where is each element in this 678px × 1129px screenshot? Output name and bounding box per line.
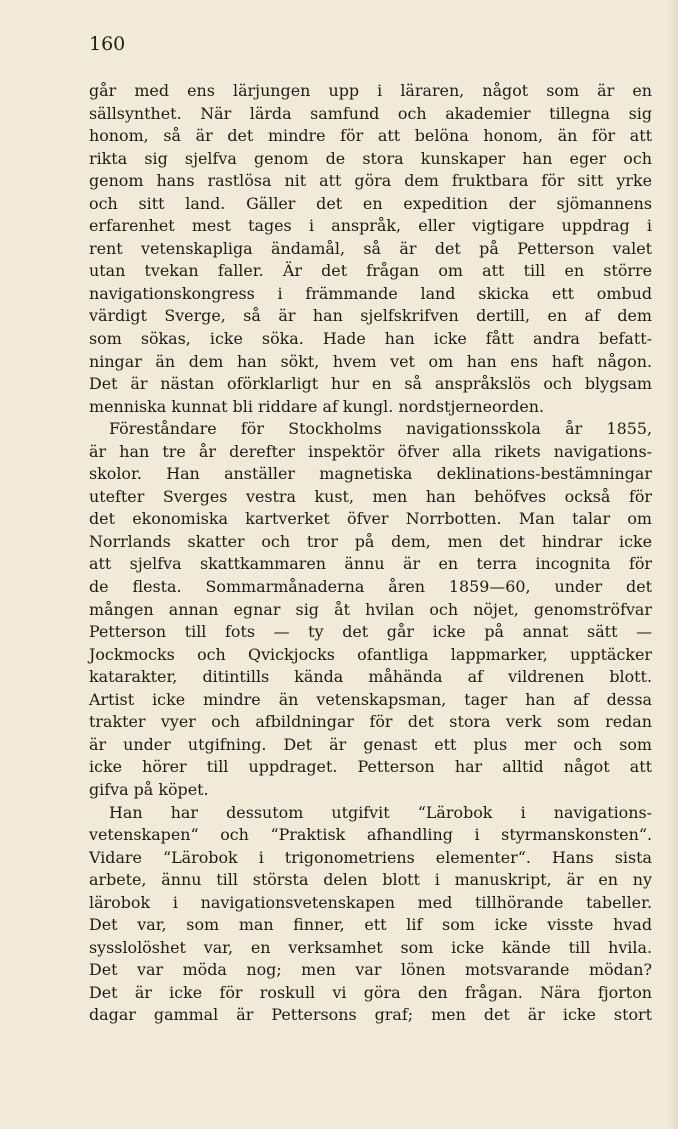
text-line: Artist icke mindre än vetenskapsman, tager han af dessa	[89, 689, 652, 709]
text-line: det ekonomiska kartverket öfver Norrbotten. Man talar om	[89, 509, 652, 529]
text-line: går med ens lärjungen upp i läraren, något som är en	[89, 81, 652, 100]
text-line: menniska kunnat bli riddare af kungl. nordstjerneorden.	[89, 396, 545, 416]
text-line: trakter vyer och afbildningar för det stora verk som redan	[89, 712, 652, 732]
text-line: är under utgifning. Det är genast ett plus mer och som	[89, 734, 652, 754]
text-line: Det är nästan oförklarligt hur en så anspråkslös och blygsam	[89, 374, 652, 394]
text-line: rent vetenskapliga ändamål, så är det på Petterson valet	[89, 238, 652, 258]
text-line: och sitt land. Gäller det en expedition der sjömannens	[89, 193, 652, 213]
text-line: katarakter, ditintills kända måhända af vildrenen blott.	[89, 667, 652, 687]
text-line: Jockmocks och Qvickjocks ofantliga lappmarker, upptäcker	[89, 644, 652, 664]
text-line: icke hörer till uppdraget. Petterson har alltid något att	[89, 757, 652, 777]
text-line: skolor. Han anställer magnetiska deklinations-bestämningar	[89, 464, 652, 484]
text-line: utan tvekan faller. Är det frågan om att till en större	[89, 261, 652, 281]
text-line: erfarenhet mest tages i anspråk, eller vigtigare uppdrag i	[89, 216, 652, 236]
text-line: vetenskapen“ och “Praktisk afhandling i styrmanskonsten“.	[89, 825, 652, 845]
text-line: mången annan egnar sig åt hvilan och nöjet, genomströfvar	[89, 599, 652, 619]
text-line: är han tre år derefter inspektör öfver alla rikets navigations-	[89, 441, 652, 461]
page-edge	[668, 0, 678, 1129]
text-line: Han har dessutom utgifvit “Lärobok i navigations-	[109, 802, 652, 822]
text-line: genom hans rastlösa nit att göra dem fruktbara för sitt yrke	[89, 171, 652, 191]
text-line: Det är icke för roskull vi göra den frågan. Nära fjorton	[89, 982, 652, 1002]
text-line: honom, så är det mindre för att belöna honom, än för att	[89, 126, 652, 146]
text-line: som sökas, icke söka. Hade han icke fått andra befatt-	[89, 329, 652, 349]
text-line: Norrlands skatter och tror på dem, men det hindrar icke	[89, 531, 652, 551]
text-line: Vidare “Lärobok i trigonometriens elementer“. Hans sista	[89, 847, 652, 867]
text-line: arbete, ännu till största delen blott i manuskript, är en ny	[89, 870, 652, 890]
page-number: 160	[89, 33, 126, 55]
text-line: värdigt Sverge, så är han sjelfskrifven dertill, en af dem	[89, 306, 652, 326]
text-line: att sjelfva skattkammaren ännu är en terra incognita för	[89, 554, 652, 574]
text-line: navigationskongress i främmande land skicka ett ombud	[89, 283, 652, 303]
text-line: sysslolöshet var, en verksamhet som icke kände till hvila.	[89, 937, 652, 957]
text-line: Det var möda nog; men var lönen motsvarande mödan?	[89, 960, 652, 980]
text-line: dagar gammal är Pettersons graf; men det är icke stort	[89, 1005, 652, 1025]
text-line: rikta sig sjelfva genom de stora kunskaper han eger och	[89, 148, 652, 168]
text-line: Föreståndare för Stockholms navigationsskola år 1855,	[109, 419, 652, 439]
text-line: de flesta. Sommarmånaderna åren 1859—60, under det	[89, 577, 652, 597]
text-line: utefter Sverges vestra kust, men han behöfves också för	[89, 486, 652, 506]
text-line: gifva på köpet.	[89, 779, 209, 799]
text-line: Petterson till fots — ty det går icke på annat sätt —	[89, 622, 652, 642]
text-line: lärobok i navigationsvetenskapen med tillhörande tabeller.	[89, 892, 652, 912]
body-text	[89, 80, 652, 1027]
text-line: sällsynthet. När lärda samfund och akademier tillegna sig	[89, 103, 652, 123]
text-line: Det var, som man finner, ett lif som icke visste hvad	[89, 915, 652, 935]
text-line: ningar än dem han sökt, hvem vet om han ens haft någon.	[89, 351, 652, 371]
